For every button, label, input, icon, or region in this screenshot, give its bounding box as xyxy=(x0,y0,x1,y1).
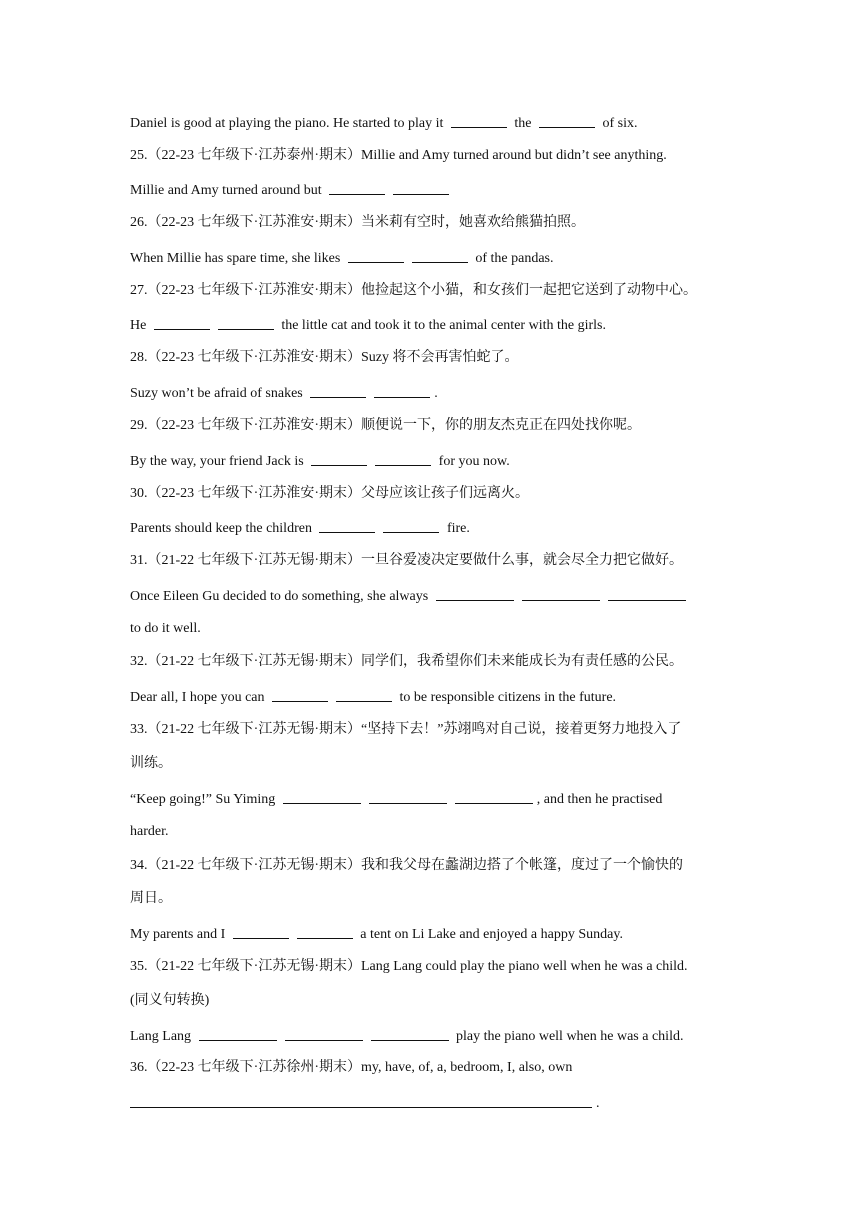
answer-blank[interactable] xyxy=(608,586,686,601)
text-segment: to do it well. xyxy=(130,621,201,636)
text-line xyxy=(130,856,735,876)
text-line xyxy=(130,484,735,504)
text-segment: 28.（22-23 七年级下·江苏淮安·期末）Suzy 将不会再害怕蛇了。 xyxy=(130,350,519,365)
text-line xyxy=(130,517,735,539)
text-segment: 32.（21-22 七年级下·江苏无锡·期末）同学们，我希望你们未来能成长为有责任感的公民。 xyxy=(130,654,683,669)
text-segment: . xyxy=(596,1096,600,1111)
text-line xyxy=(130,416,735,436)
text-segment: 训练。 xyxy=(130,756,172,771)
text-line xyxy=(130,213,735,233)
text-line xyxy=(130,619,735,639)
answer-blank[interactable] xyxy=(285,1026,363,1041)
text-segment: 31.（21-22 七年级下·江苏无锡·期末）一旦谷爱凌决定要做什么事，就会尽全力把它做好。 xyxy=(130,553,683,568)
text-line xyxy=(130,247,735,269)
answer-blank[interactable] xyxy=(393,180,449,195)
answer-blank[interactable] xyxy=(310,383,366,398)
answer-blank[interactable] xyxy=(218,315,274,330)
text-segment: 29.（22-23 七年级下·江苏淮安·期末）顺便说一下，你的朋友杰克正在四处找你呢。 xyxy=(130,418,641,433)
answer-blank[interactable] xyxy=(233,924,289,939)
text-segment: of the pandas. xyxy=(471,251,554,266)
text-line xyxy=(130,281,735,301)
answer-blank[interactable] xyxy=(455,789,533,804)
text-line xyxy=(130,585,735,607)
text-line xyxy=(130,754,735,774)
text-segment: Daniel is good at playing the piano. He started to play it xyxy=(130,116,447,131)
text-segment: My parents and I xyxy=(130,927,229,942)
text-line xyxy=(130,146,735,166)
text-segment: the xyxy=(510,116,535,131)
text-segment: to be responsible citizens in the future. xyxy=(396,690,617,705)
text-segment: 36.（22-23 七年级下·江苏徐州·期末）my, have, of, a, bedroom, I, also, own xyxy=(130,1060,573,1075)
answer-blank[interactable] xyxy=(374,383,430,398)
text-line xyxy=(130,1025,735,1047)
answer-blank[interactable] xyxy=(199,1026,277,1041)
text-line xyxy=(130,1092,735,1114)
text-line xyxy=(130,923,735,945)
text-line xyxy=(130,551,735,571)
text-segment: fire. xyxy=(443,521,470,536)
text-line xyxy=(130,957,735,977)
answer-blank[interactable] xyxy=(329,180,385,195)
text-segment: 30.（22-23 七年级下·江苏淮安·期末）父母应该让孩子们远离火。 xyxy=(130,486,529,501)
answer-blank[interactable] xyxy=(371,1026,449,1041)
text-segment: the little cat and took it to the animal center with the girls. xyxy=(277,318,606,333)
answer-blank[interactable] xyxy=(451,113,507,128)
answer-blank[interactable] xyxy=(539,113,595,128)
text-segment: 33.（21-22 七年级下·江苏无锡·期末）“坚持下去！”苏翊鸣对自己说，接着更努力地投入了 xyxy=(130,722,682,737)
text-line xyxy=(130,889,735,909)
text-segment: harder. xyxy=(130,824,169,839)
text-segment: for you now. xyxy=(435,454,510,469)
answer-blank[interactable] xyxy=(319,518,375,533)
text-segment: 周日。 xyxy=(130,891,172,906)
text-line xyxy=(130,788,735,810)
text-segment: Suzy won’t be afraid of snakes xyxy=(130,386,307,401)
text-line xyxy=(130,112,735,134)
text-line xyxy=(130,179,735,201)
text-segment: Millie and Amy turned around but xyxy=(130,183,326,198)
answer-blank[interactable] xyxy=(369,789,447,804)
answer-blank[interactable] xyxy=(436,586,514,601)
answer-blank[interactable] xyxy=(154,315,210,330)
text-line xyxy=(130,450,735,472)
text-line xyxy=(130,822,735,842)
answer-blank[interactable] xyxy=(522,586,600,601)
text-segment: 35.（21-22 七年级下·江苏无锡·期末）Lang Lang could play the piano well when he was a child. xyxy=(130,959,688,974)
text-segment: (同义句转换) xyxy=(130,993,210,1008)
answer-blank[interactable] xyxy=(311,451,367,466)
text-line xyxy=(130,720,735,740)
text-segment: 34.（21-22 七年级下·江苏无锡·期末）我和我父母在蠡湖边搭了个帐篷，度过了一个愉快的 xyxy=(130,858,683,873)
text-line xyxy=(130,382,735,404)
answer-blank[interactable] xyxy=(130,1093,592,1108)
answer-blank[interactable] xyxy=(272,687,328,702)
text-segment: By the way, your friend Jack is xyxy=(130,454,308,469)
text-segment: 25.（22-23 七年级下·江苏泰州·期末）Millie and Amy turned around but didn’t see anything. xyxy=(130,148,667,163)
text-segment: He xyxy=(130,318,150,333)
answer-blank[interactable] xyxy=(375,451,431,466)
text-segment: Once Eileen Gu decided to do something, she always xyxy=(130,589,432,604)
text-line xyxy=(130,1058,735,1078)
answer-blank[interactable] xyxy=(283,789,361,804)
text-segment: , and then he practised xyxy=(536,792,663,807)
text-line xyxy=(130,652,735,672)
text-segment: play the piano well when he was a child. xyxy=(452,1029,684,1044)
text-segment: of six. xyxy=(598,116,638,131)
text-segment: . xyxy=(434,386,438,401)
text-segment: 27.（22-23 七年级下·江苏淮安·期末）他捡起这个小猫，和女孩们一起把它送到了动物中心。 xyxy=(130,283,697,298)
text-line xyxy=(130,686,735,708)
text-segment: Dear all, I hope you can xyxy=(130,690,268,705)
text-segment: Parents should keep the children xyxy=(130,521,316,536)
text-segment: Lang Lang xyxy=(130,1029,195,1044)
text-segment: a tent on Li Lake and enjoyed a happy Sunday. xyxy=(356,927,623,942)
text-line xyxy=(130,314,735,336)
text-segment: When Millie has spare time, she likes xyxy=(130,251,344,266)
text-segment: “Keep going!” Su Yiming xyxy=(130,792,279,807)
answer-blank[interactable] xyxy=(348,248,404,263)
answer-blank[interactable] xyxy=(412,248,468,263)
answer-blank[interactable] xyxy=(336,687,392,702)
answer-blank[interactable] xyxy=(297,924,353,939)
text-segment: 26.（22-23 七年级下·江苏淮安·期末）当米莉有空时，她喜欢给熊猫拍照。 xyxy=(130,215,585,230)
text-line xyxy=(130,348,735,368)
text-line xyxy=(130,991,735,1011)
answer-blank[interactable] xyxy=(383,518,439,533)
